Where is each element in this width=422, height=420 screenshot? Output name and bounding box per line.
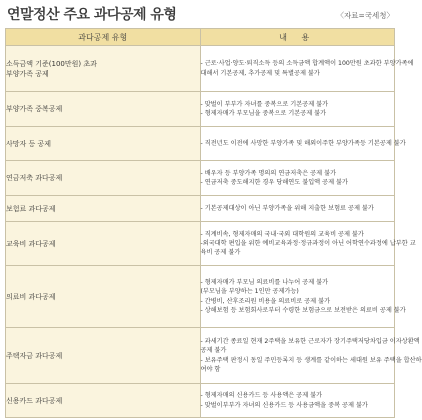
table-row: [6, 328, 395, 384]
type-cell: 부양가족 중복공제: [6, 92, 201, 127]
content-cell: - 직전년도 이전에 사망한 부양가족 및 해외이주한 부양가족등 기본공제 불가: [200, 127, 395, 161]
table-row: [6, 92, 395, 127]
table-row: [6, 196, 395, 222]
type-cell: 교육비 과다공제: [6, 222, 201, 266]
content-cell: - 형제자매가 부모님 의료비를 나누어 공제 불가 (부모님을 부양하는 1인만 공제가능) - 간병비, 산후조리원 비용을 의료비로 공제 불가 - 상해보험 등 보험회사로부터 수령한 보험금으로 보전받은 의료비 공제 불가: [200, 266, 395, 328]
source-note: 〈자료=국세청〉: [336, 11, 394, 20]
content-cell: - 근로·사업·양도·퇴직소득 등의 소득금액 합계액이 100만원 초과한 부양가족에 대해서 기본공제, 추가공제 및 특별공제 불가: [200, 46, 395, 92]
column-header-type: 과다공제 유형: [6, 29, 201, 46]
table-row: [6, 266, 395, 328]
table-header-row: [6, 29, 395, 46]
type-cell: 주택자금 과다공제: [6, 328, 201, 384]
content-cell: - 형제자매의 신용카드 등 사용액은 공제 불가 - 맞벌이부부가 자녀의 신용카드 등 사용금액을 중복 공제 불가: [200, 384, 395, 418]
type-cell: 사망자 등 공제: [6, 127, 201, 161]
table-row: [6, 384, 395, 418]
type-cell: 소득금액 기준(100만원) 초과 부양가족 공제: [6, 46, 201, 92]
type-cell: 보험료 과다공제: [6, 196, 201, 222]
content-cell: - 배우자 등 부양가족 명의의 연금저축은 공제 불가 - 연금저축 중도해지한 경우 당해연도 불입액 공제 불가: [200, 161, 395, 196]
table-row: [6, 161, 395, 196]
content-cell: - 과세기간 종료일 현재 2주택을 보유한 근로자가 장기주택저당차입금 이자상환액 공제 불가 - 보유주택 판정시 동일 주민등록지 등 생계를 같이하는 세대원 보유 주택을 합산하 여야 함: [200, 328, 395, 384]
type-cell: 의료비 과다공제: [6, 266, 201, 328]
table-row: [6, 222, 395, 266]
type-cell: 연금저축 과다공제: [6, 161, 201, 196]
type-cell: 신용카드 과다공제: [6, 384, 201, 418]
content-cell: - 직계비속, 형제자매의 국내·국외 대학원의 교육비 공제 불가 -외국대학 편입을 위한 예비교육과정·정규과정이 아닌 어학연수과정에 납부한 교 육비 공제 불가: [200, 222, 395, 266]
content-cell: - 맞벌이 부부가 자녀를 중복으로 기본공제 불가 - 형제자매가 부모님을 중복으로 기본공제 불가: [200, 92, 395, 127]
deduction-table: [5, 28, 422, 418]
page-title: 연말정산 주요 과다공제 유형: [7, 7, 177, 23]
table-row: [6, 46, 395, 92]
table-row: [6, 127, 395, 161]
content-cell: - 기본공제대상이 아닌 부양가족을 위해 지출한 보험료 공제 불가: [200, 196, 395, 222]
column-header-content: 내 용: [200, 29, 395, 46]
